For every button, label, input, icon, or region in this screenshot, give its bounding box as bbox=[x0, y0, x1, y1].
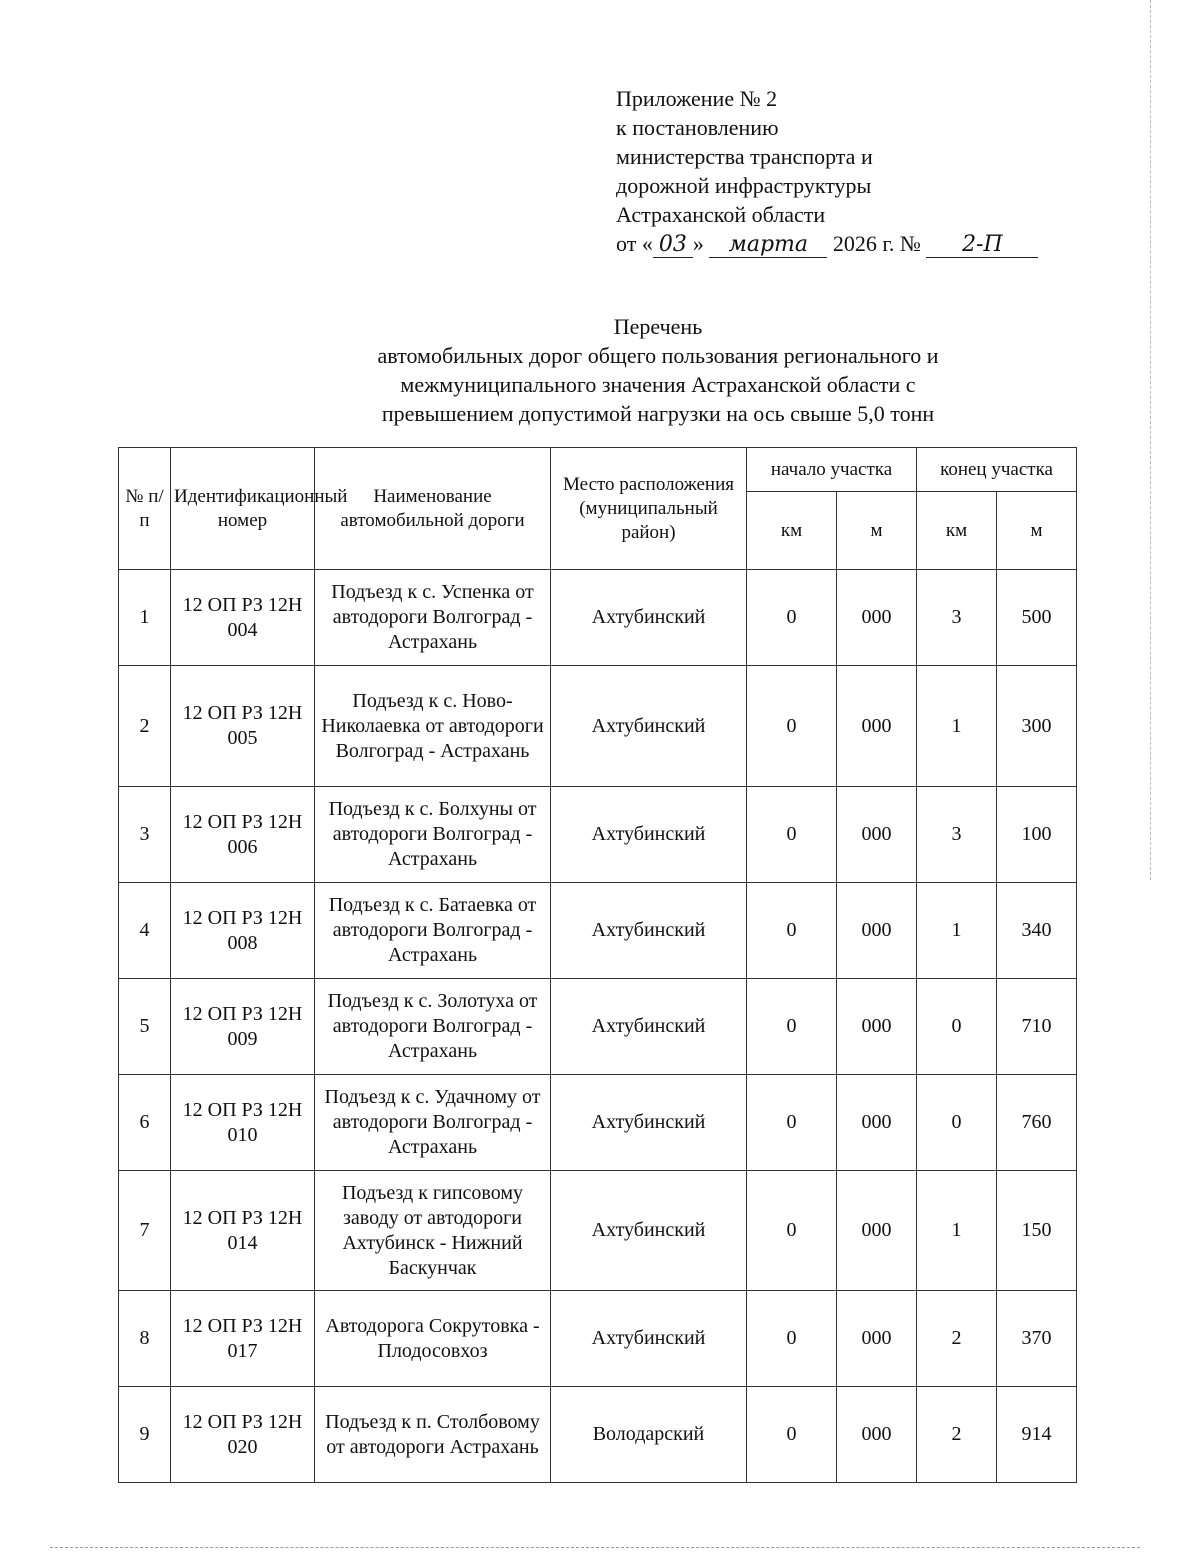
cell-end-km: 2 bbox=[917, 1387, 997, 1483]
title-line-3: межмуниципального значения Астраханской области с bbox=[400, 372, 916, 397]
cell-name: Подъезд к с. Ново-Николаевка от автодороги Волгоград - Астрахань bbox=[315, 666, 551, 787]
date-year: 2026 г. № bbox=[832, 231, 921, 256]
cell-num: 4 bbox=[119, 883, 171, 979]
cell-start-m: 000 bbox=[837, 787, 917, 883]
table-row bbox=[119, 1387, 1077, 1483]
cell-name: Подъезд к с. Золотуха от автодороги Волгоград - Астрахань bbox=[315, 979, 551, 1075]
approval-line-1: Приложение № 2 bbox=[616, 86, 778, 111]
table-row bbox=[119, 1291, 1077, 1387]
approval-line-5: Астраханской области bbox=[616, 202, 826, 227]
header-start-m: м bbox=[837, 492, 917, 570]
cell-end-km: 3 bbox=[917, 570, 997, 666]
approval-date-line bbox=[616, 229, 1086, 258]
cell-id: 12 ОП РЗ 12Н 005 bbox=[171, 666, 315, 787]
cell-start-m: 000 bbox=[837, 1291, 917, 1387]
approval-line-4: дорожной инфраструктуры bbox=[616, 173, 872, 198]
approval-line-3: министерства транспорта и bbox=[616, 144, 873, 169]
cell-id: 12 ОП РЗ 12Н 006 bbox=[171, 787, 315, 883]
cell-num: 2 bbox=[119, 666, 171, 787]
cell-end-km: 3 bbox=[917, 787, 997, 883]
table-row bbox=[119, 666, 1077, 787]
cell-start-km: 0 bbox=[747, 1075, 837, 1171]
table-row bbox=[119, 570, 1077, 666]
cell-start-m: 000 bbox=[837, 666, 917, 787]
cell-end-km: 0 bbox=[917, 979, 997, 1075]
header-end: конец участка bbox=[917, 448, 1077, 492]
cell-end-m: 150 bbox=[997, 1171, 1077, 1291]
cell-name: Подъезд к гипсовому заводу от автодороги Ахтубинск - Нижний Баскунчак bbox=[315, 1171, 551, 1291]
header-location: Место расположения (муниципальный район) bbox=[551, 448, 747, 570]
cell-id: 12 ОП РЗ 12Н 014 bbox=[171, 1171, 315, 1291]
table-row bbox=[119, 1075, 1077, 1171]
cell-start-km: 0 bbox=[747, 1387, 837, 1483]
header-name: Наименование автомобильной дороги bbox=[315, 448, 551, 570]
cell-end-km: 1 bbox=[917, 1171, 997, 1291]
cell-num: 9 bbox=[119, 1387, 171, 1483]
cell-location: Ахтубинский bbox=[551, 570, 747, 666]
cell-start-km: 0 bbox=[747, 883, 837, 979]
header-end-km: км bbox=[917, 492, 997, 570]
header-start: начало участка bbox=[747, 448, 917, 492]
header-id: Идентификационный номер bbox=[171, 448, 315, 570]
date-day-handwritten: 03 bbox=[653, 233, 693, 258]
header-end-m: м bbox=[997, 492, 1077, 570]
cell-end-km: 0 bbox=[917, 1075, 997, 1171]
document-title bbox=[300, 312, 1016, 428]
title-line-4: превышением допустимой нагрузки на ось свыше 5,0 тонн bbox=[381, 401, 935, 426]
cell-end-m: 300 bbox=[997, 666, 1077, 787]
doc-number-handwritten: 2-П bbox=[926, 233, 1038, 258]
cell-id: 12 ОП РЗ 12Н 010 bbox=[171, 1075, 315, 1171]
date-mid: » bbox=[692, 231, 704, 256]
cell-location: Ахтубинский bbox=[551, 1291, 747, 1387]
title-line-2: автомобильных дорог общего пользования регионального и bbox=[377, 343, 939, 368]
cell-end-m: 914 bbox=[997, 1387, 1077, 1483]
cell-name: Подъезд к с. Болхуны от автодороги Волгоград - Астрахань bbox=[315, 787, 551, 883]
scan-edge-line bbox=[1150, 0, 1152, 880]
date-prefix: от « bbox=[616, 231, 653, 256]
cell-start-km: 0 bbox=[747, 787, 837, 883]
cell-num: 3 bbox=[119, 787, 171, 883]
approval-block bbox=[616, 84, 1086, 258]
header-start-km: км bbox=[747, 492, 837, 570]
cell-start-km: 0 bbox=[747, 1171, 837, 1291]
cell-start-km: 0 bbox=[747, 1291, 837, 1387]
cell-start-m: 000 bbox=[837, 1171, 917, 1291]
cell-end-km: 2 bbox=[917, 1291, 997, 1387]
cell-end-m: 760 bbox=[997, 1075, 1077, 1171]
table-row bbox=[119, 787, 1077, 883]
cell-name: Подъезд к с. Успенка от автодороги Волгоград - Астрахань bbox=[315, 570, 551, 666]
cell-start-m: 000 bbox=[837, 570, 917, 666]
header-num: № п/п bbox=[119, 448, 171, 570]
cell-name: Подъезд к п. Столбовому от автодороги Астрахань bbox=[315, 1387, 551, 1483]
cell-location: Ахтубинский bbox=[551, 883, 747, 979]
cell-id: 12 ОП РЗ 12Н 020 bbox=[171, 1387, 315, 1483]
cell-end-m: 340 bbox=[997, 883, 1077, 979]
cell-end-m: 370 bbox=[997, 1291, 1077, 1387]
cell-start-km: 0 bbox=[747, 570, 837, 666]
roads-table bbox=[118, 447, 1077, 1483]
table-row bbox=[119, 979, 1077, 1075]
cell-name: Автодорога Сокрутовка - Плодосовхоз bbox=[315, 1291, 551, 1387]
cell-end-km: 1 bbox=[917, 883, 997, 979]
cell-name: Подъезд к с. Удачному от автодороги Волгоград - Астрахань bbox=[315, 1075, 551, 1171]
cell-start-km: 0 bbox=[747, 666, 837, 787]
cell-id: 12 ОП РЗ 12Н 009 bbox=[171, 979, 315, 1075]
date-month-handwritten: марта bbox=[709, 233, 827, 258]
cell-location: Ахтубинский bbox=[551, 1171, 747, 1291]
cell-id: 12 ОП РЗ 12Н 017 bbox=[171, 1291, 315, 1387]
cell-num: 8 bbox=[119, 1291, 171, 1387]
cell-end-m: 710 bbox=[997, 979, 1077, 1075]
cell-name: Подъезд к с. Батаевка от автодороги Волгоград - Астрахань bbox=[315, 883, 551, 979]
scan-bottom-line bbox=[50, 1547, 1140, 1549]
cell-num: 7 bbox=[119, 1171, 171, 1291]
table-row bbox=[119, 883, 1077, 979]
cell-start-m: 000 bbox=[837, 1387, 917, 1483]
cell-start-km: 0 bbox=[747, 979, 837, 1075]
cell-start-m: 000 bbox=[837, 979, 917, 1075]
cell-location: Ахтубинский bbox=[551, 1075, 747, 1171]
cell-location: Ахтубинский bbox=[551, 979, 747, 1075]
table-row bbox=[119, 1171, 1077, 1291]
cell-id: 12 ОП РЗ 12Н 004 bbox=[171, 570, 315, 666]
cell-num: 1 bbox=[119, 570, 171, 666]
cell-start-m: 000 bbox=[837, 1075, 917, 1171]
cell-location: Ахтубинский bbox=[551, 787, 747, 883]
cell-location: Володарский bbox=[551, 1387, 747, 1483]
cell-num: 6 bbox=[119, 1075, 171, 1171]
cell-location: Ахтубинский bbox=[551, 666, 747, 787]
title-line-1: Перечень bbox=[613, 314, 703, 339]
cell-end-m: 100 bbox=[997, 787, 1077, 883]
approval-line-2: к постановлению bbox=[616, 115, 779, 140]
cell-start-m: 000 bbox=[837, 883, 917, 979]
cell-num: 5 bbox=[119, 979, 171, 1075]
cell-id: 12 ОП РЗ 12Н 008 bbox=[171, 883, 315, 979]
cell-end-km: 1 bbox=[917, 666, 997, 787]
cell-end-m: 500 bbox=[997, 570, 1077, 666]
